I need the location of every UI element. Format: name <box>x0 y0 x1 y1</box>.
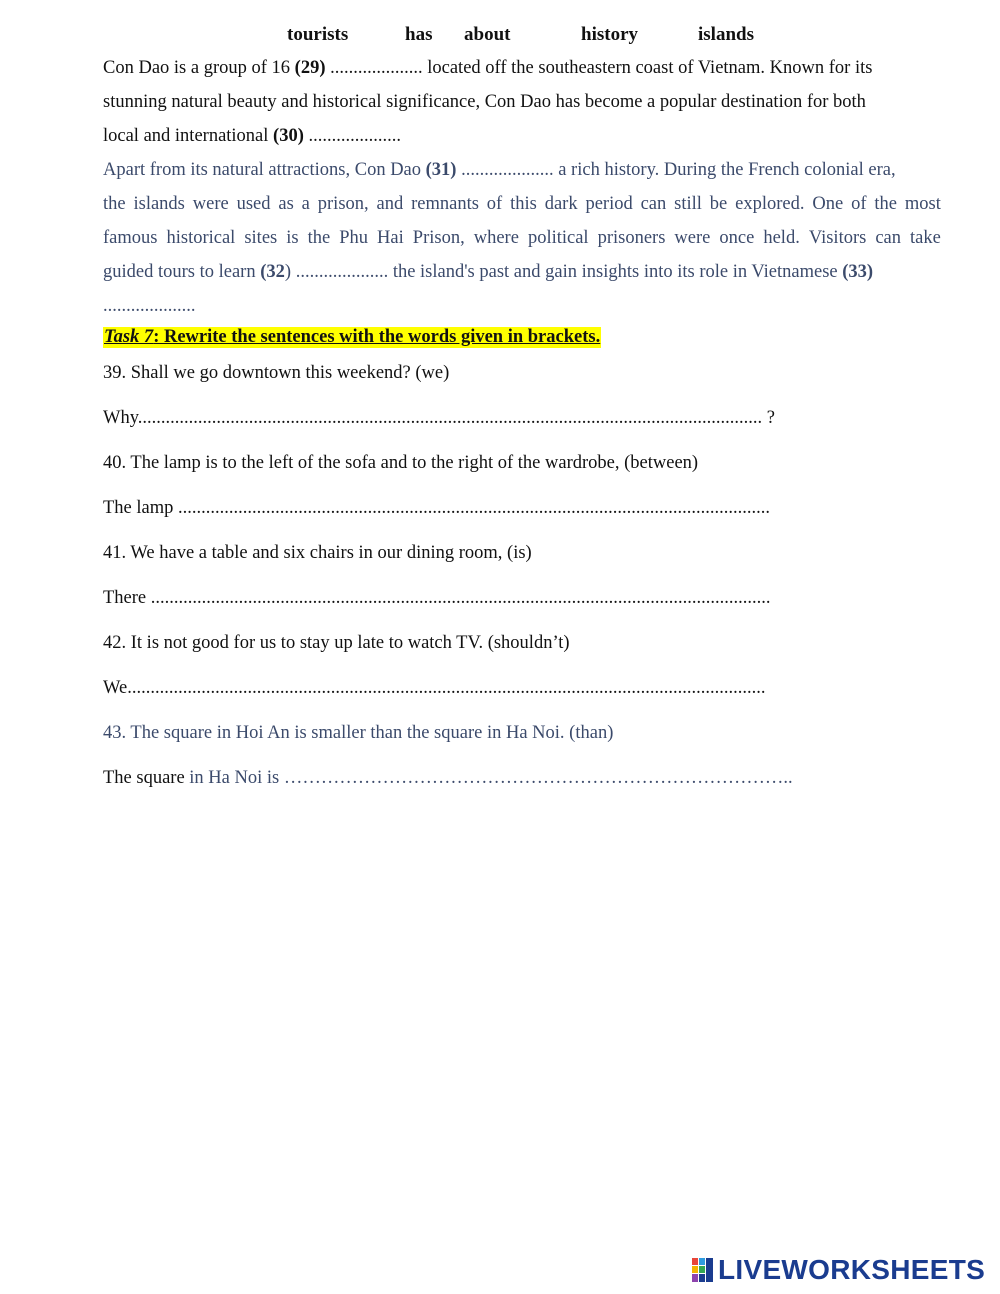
passage-line: Apart from its natural attractions, Con Dao (31) .................... a rich history. During the French colonial era, <box>103 160 896 180</box>
blank-number: (33) <box>842 262 874 282</box>
answer-line[interactable]: The lamp ................................................................................................................................ <box>103 498 771 518</box>
exercise-question: 40. The lamp is to the left of the sofa and to the right of the wardrobe, (between) <box>103 453 699 473</box>
logo-text: LIVEWORKSHEETS <box>718 1254 986 1285</box>
blank-number: (29) <box>294 58 326 78</box>
passage-line: .................... <box>103 296 196 316</box>
blank-number: (31) <box>425 160 457 180</box>
task-label: Task 7 <box>104 327 154 347</box>
word-bank-item: history <box>581 24 638 45</box>
exercise-question: 42. It is not good for us to stay up late to watch TV. (shouldn’t) <box>103 633 570 653</box>
passage-line: the islands were used as a prison, and remnants of this dark period can still be explored. One of the most <box>103 194 941 214</box>
answer-line[interactable]: The square in Ha Noi is ……………………………………………………………………….. <box>103 768 793 788</box>
task-heading: Task 7: Rewrite the sentences with the words given in brackets. <box>104 327 601 347</box>
passage-line: guided tours to learn (32) .................... the island's past and gain insights into its role in Vietnamese (33) <box>103 262 874 282</box>
exercise-question: 39. Shall we go downtown this weekend? (we) <box>103 363 450 383</box>
passage-line: Con Dao is a group of 16 (29) .................... located off the southeastern coast of Vietnam. Known for its <box>103 58 873 78</box>
liveworksheets-logo-icon <box>692 1258 714 1282</box>
word-bank <box>0 24 1000 50</box>
blank-number: (32 <box>260 262 285 282</box>
word-bank-item: has <box>405 24 433 45</box>
passage-line: stunning natural beauty and historical significance, Con Dao has become a popular destination for both <box>103 92 866 112</box>
blank-number: (30) <box>273 126 304 146</box>
answer-line[interactable]: Why....................................................................................................................................... ? <box>103 408 775 428</box>
passage-line: famous historical sites is the Phu Hai Prison, where political prisoners were once held. Visitors can take <box>103 228 941 248</box>
word-bank-item: tourists <box>287 24 349 45</box>
answer-line[interactable]: We.......................................................................................................................................... <box>103 678 766 698</box>
word-bank-item: about <box>464 24 511 45</box>
liveworksheets-logo <box>692 1254 988 1286</box>
exercise-question: 43. The square in Hoi An is smaller than the square in Ha Noi. (than) <box>103 723 614 743</box>
answer-line[interactable]: There ...................................................................................................................................... <box>103 588 771 608</box>
exercise-question: 41. We have a table and six chairs in our dining room, (is) <box>103 543 532 563</box>
word-bank-item: islands <box>698 24 754 45</box>
passage-line: local and international (30) .................... <box>103 126 401 146</box>
